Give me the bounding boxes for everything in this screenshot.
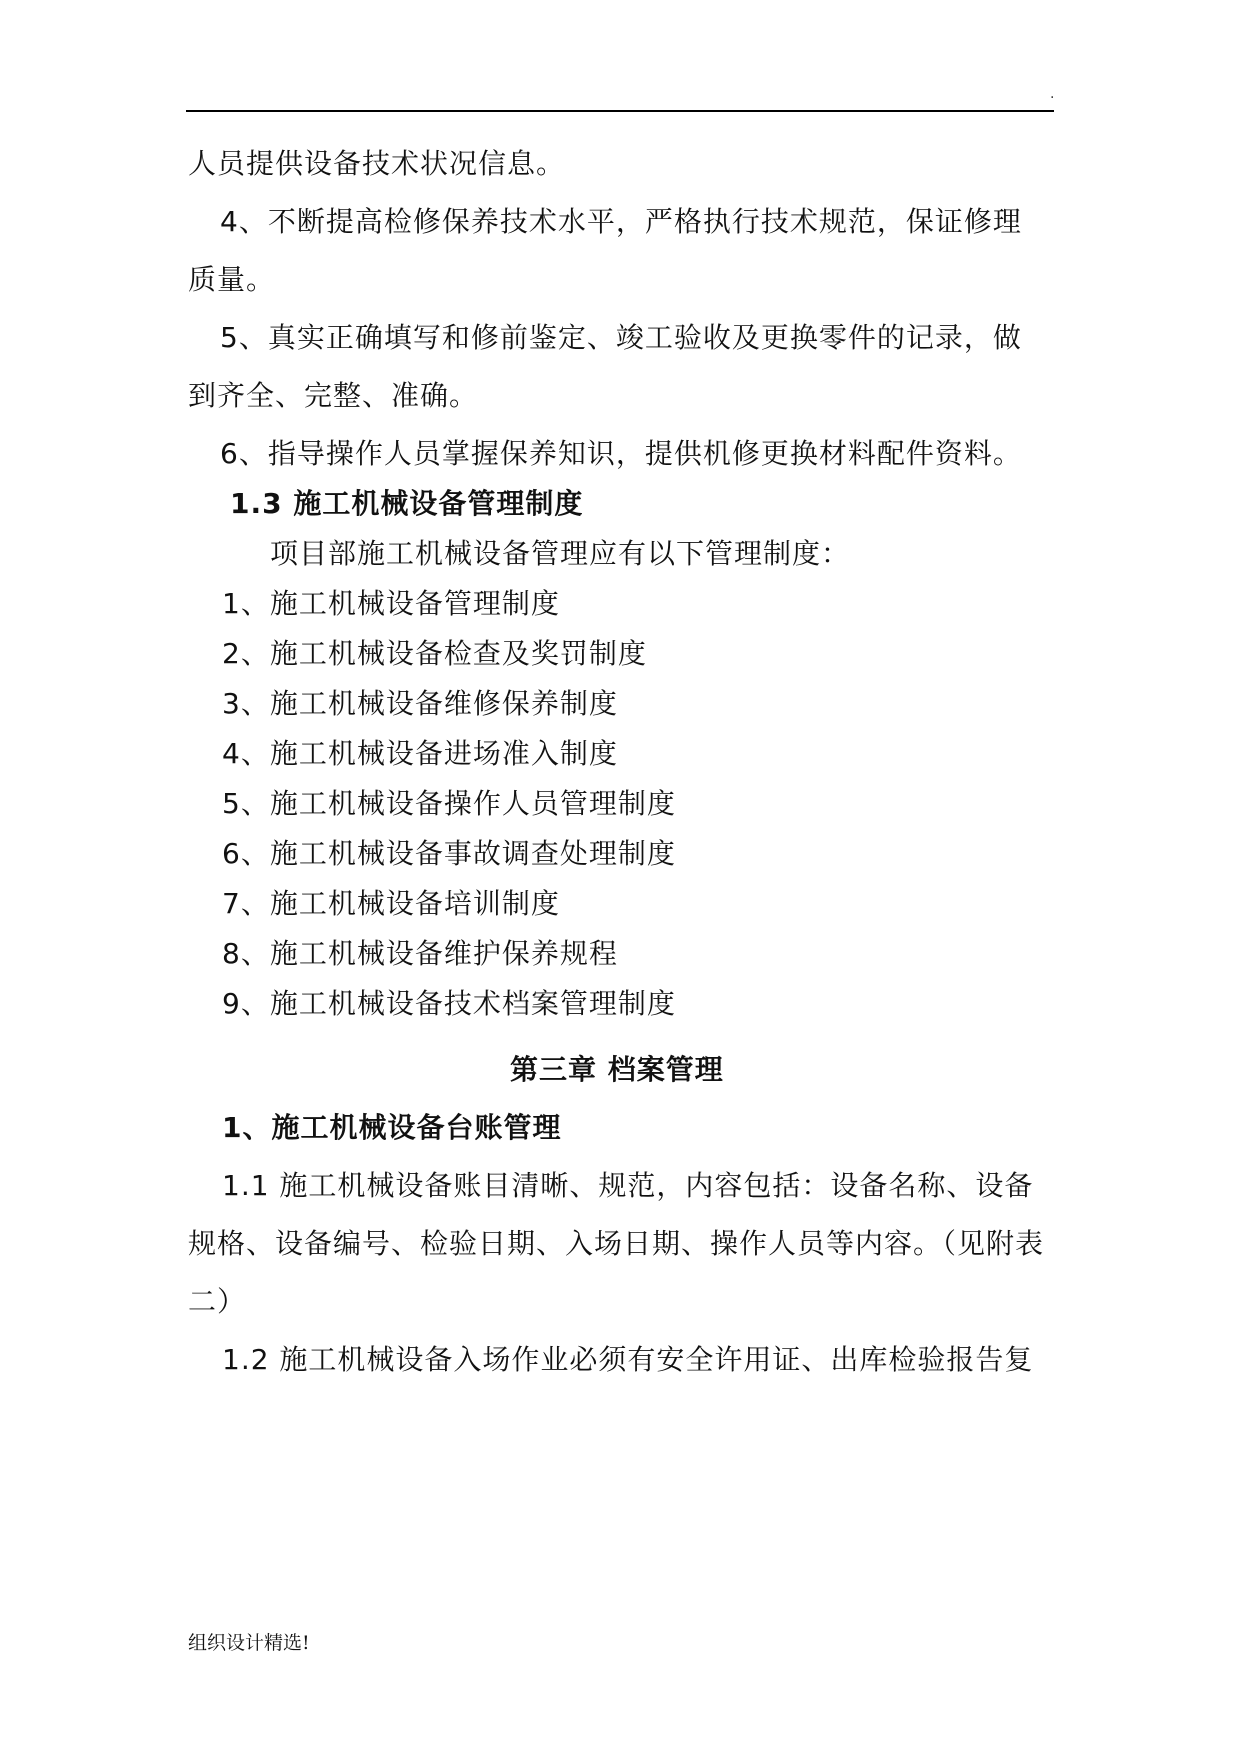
list-item: 4、施工机械设备进场准入制度 bbox=[222, 737, 618, 770]
list-item: 2、施工机械设备检查及奖罚制度 bbox=[222, 637, 647, 670]
header-rule bbox=[186, 110, 1054, 112]
sub-heading: 1、施工机械设备台账管理 bbox=[222, 1111, 562, 1144]
header-mark: . bbox=[1050, 86, 1055, 102]
paragraph-line: 5、真实正确填写和修前鉴定、竣工验收及更换零件的记录，做 bbox=[220, 321, 1022, 354]
footer-text: 组织设计精选! bbox=[188, 1632, 310, 1654]
paragraph-line: 二） bbox=[188, 1285, 247, 1318]
paragraph-line: 6、指导操作人员掌握保养知识，提供机修更换材料配件资料。 bbox=[220, 437, 1022, 470]
list-item: 9、施工机械设备技术档案管理制度 bbox=[222, 987, 676, 1020]
paragraph-line: 到齐全、完整、准确。 bbox=[188, 379, 479, 412]
section-heading: 1.3 施工机械设备管理制度 bbox=[230, 487, 584, 520]
list-item: 1、施工机械设备管理制度 bbox=[222, 587, 560, 620]
list-item: 6、施工机械设备事故调查处理制度 bbox=[222, 837, 676, 870]
paragraph-line: 4、不断提高检修保养技术水平，严格执行技术规范，保证修理 bbox=[220, 205, 1022, 238]
paragraph-line: 质量。 bbox=[188, 263, 276, 296]
list-item: 7、施工机械设备培训制度 bbox=[222, 887, 560, 920]
paragraph-line: 1.2 施工机械设备入场作业必须有安全许用证、出库检验报告复 bbox=[222, 1343, 1034, 1376]
intro-line: 项目部施工机械设备管理应有以下管理制度： bbox=[270, 537, 851, 570]
list-item: 8、施工机械设备维护保养规程 bbox=[222, 937, 618, 970]
list-item: 3、施工机械设备维修保养制度 bbox=[222, 687, 618, 720]
chapter-title: 第三章 档案管理 bbox=[510, 1053, 724, 1086]
paragraph-line: 人员提供设备技术状况信息。 bbox=[188, 147, 566, 180]
paragraph-line: 规格、设备编号、检验日期、入场日期、操作人员等内容。（见附表 bbox=[188, 1227, 1045, 1260]
paragraph-line: 1.1 施工机械设备账目清晰、规范，内容包括：设备名称、设备 bbox=[222, 1169, 1034, 1202]
list-item: 5、施工机械设备操作人员管理制度 bbox=[222, 787, 676, 820]
